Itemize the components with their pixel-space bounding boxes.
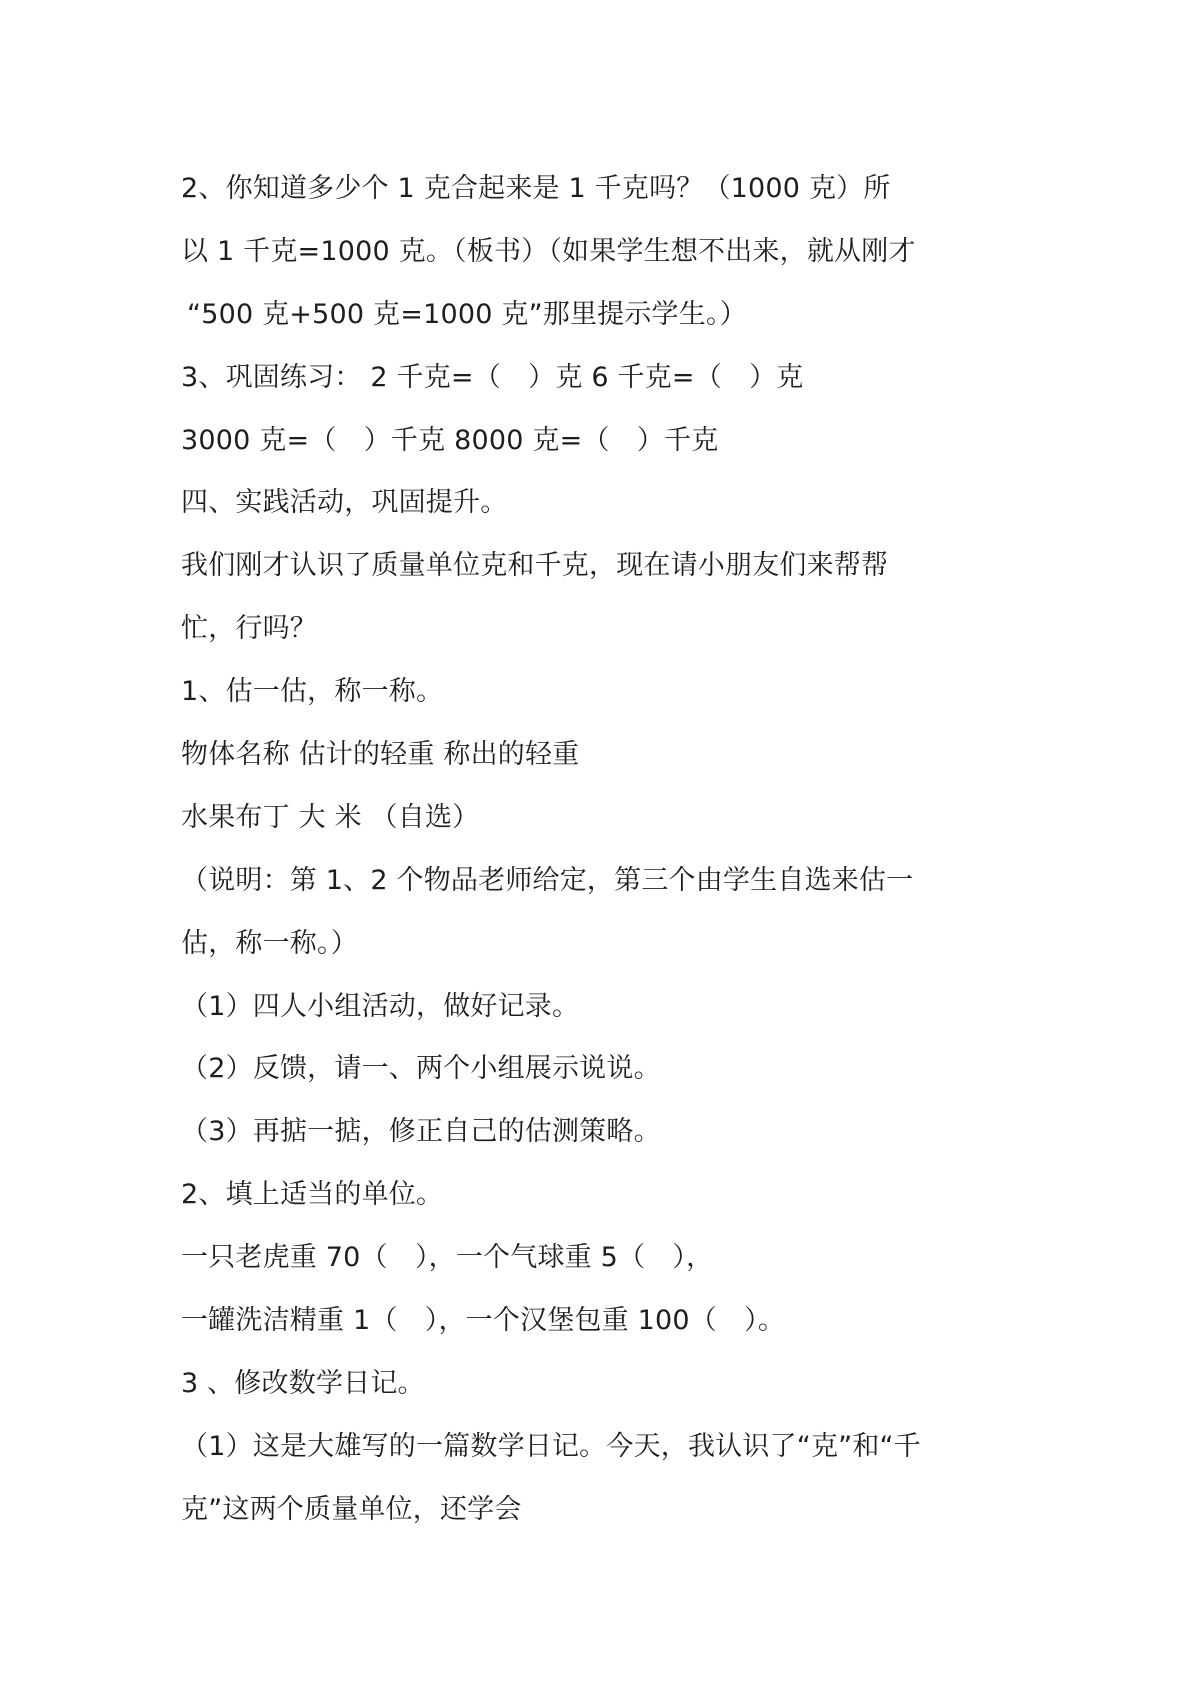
document-body (181, 158, 1011, 1542)
text-line: 我们刚才认识了质量单位克和千克，现在请小朋友们来帮帮 (181, 550, 889, 582)
text-line: （1）这是大雄写的一篇数学日记。今天，我认识了“克”和“千 (181, 1430, 921, 1462)
text-line: （2）反馈，请一、两个小组展示说说。 (181, 1053, 661, 1085)
text-line: （3）再掂一掂，修正自己的估测策略。 (181, 1116, 661, 1148)
text-line: 一罐洗洁精重 1（ ），一个汉堡包重 100（ ）。 (181, 1305, 786, 1337)
text-line: 忙，行吗？ (181, 613, 317, 645)
text-line: 1、估一估，称一称。 (181, 676, 444, 708)
table-row-line: 水果布丁 大 米 （自选） (181, 801, 480, 833)
text-line: 3000 克=（ ）千克 8000 克=（ ）千克 (181, 424, 719, 456)
text-line: 3、巩固练习： 2 千克=（ ）克 6 千克=（ ）克 (181, 361, 804, 393)
text-line: 估，称一称。） (181, 927, 358, 959)
section-heading: 四、实践活动，巩固提升。 (181, 487, 508, 519)
text-line: 2、填上适当的单位。 (181, 1179, 444, 1211)
text-line: “500 克+500 克=1000 克”那里提示学生。） (187, 298, 747, 330)
text-line: （1）四人小组活动，做好记录。 (181, 990, 580, 1022)
text-line: 2、你知道多少个 1 克合起来是 1 千克吗？（1000 克）所 (181, 173, 891, 204)
text-line: 一只老虎重 70（ ），一个气球重 5（ ）， (181, 1242, 714, 1274)
text-line: 3 、修改数学日记。 (181, 1367, 425, 1399)
text-line: 以 1 千克=1000 克。（板书）（如果学生想不出来，就从刚才 (181, 235, 916, 267)
table-header-line: 物体名称 估计的轻重 称出的轻重 (181, 739, 580, 771)
text-line: 克”这两个质量单位，还学会 (181, 1493, 522, 1525)
text-line: （说明：第 1、2 个物品老师给定，第三个由学生自选来估一 (181, 864, 914, 896)
